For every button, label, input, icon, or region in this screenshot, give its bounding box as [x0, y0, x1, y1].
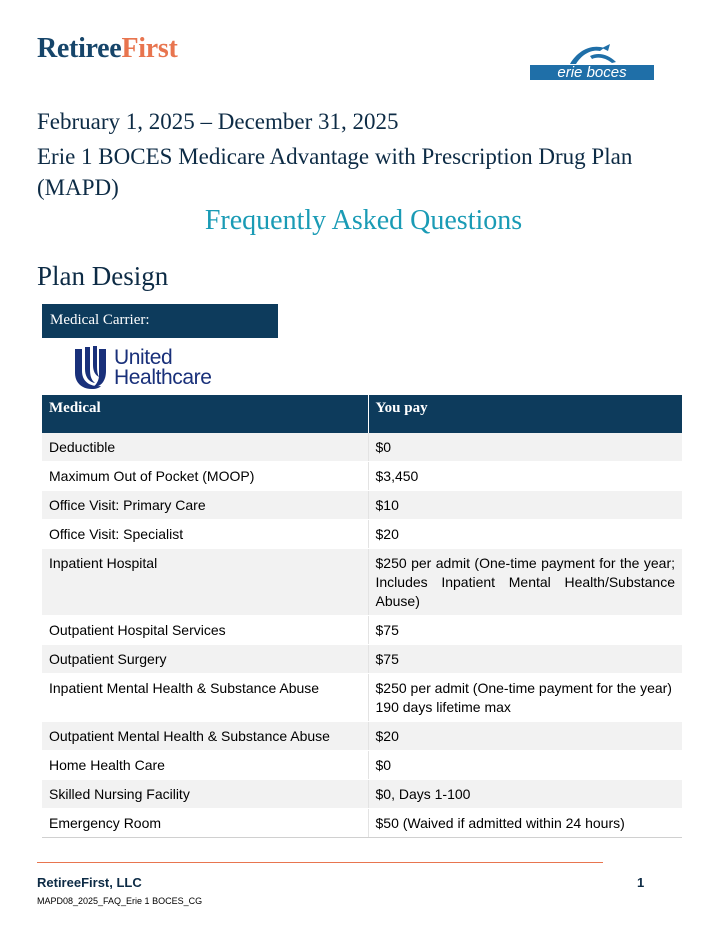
benefit-label: Skilled Nursing Facility	[42, 780, 368, 809]
logo-text-retiree: Retiree	[37, 33, 122, 64]
table-row	[42, 674, 682, 722]
benefit-label: Outpatient Surgery	[42, 645, 368, 674]
benefit-cost: $20	[368, 722, 682, 751]
benefit-cost: $10	[368, 491, 682, 520]
uhc-logo-text	[114, 348, 212, 388]
table-header-row	[42, 395, 682, 433]
benefit-cost: $75	[368, 616, 682, 645]
logo-text-first: First	[121, 33, 178, 64]
erie-boces-logo-graphic	[530, 42, 654, 82]
table-row	[42, 751, 682, 780]
section-title: Plan Design	[37, 261, 169, 291]
benefit-cost-line1: $250 per admit (One-time payment for the year)	[375, 680, 672, 696]
benefit-cost: $50 (Waived if admitted within 24 hours)	[368, 809, 682, 838]
benefit-label: Maximum Out of Pocket (MOOP)	[42, 462, 368, 491]
benefit-label: Office Visit: Primary Care	[42, 491, 368, 520]
benefit-cost: $0, Days 1-100	[368, 780, 682, 809]
benefit-cost: $20	[368, 520, 682, 549]
faq-title: Frequently Asked Questions	[204, 205, 523, 236]
benefit-cost: $0	[368, 433, 682, 462]
benefit-label: Home Health Care	[42, 751, 368, 780]
uhc-logo-line1: United	[114, 346, 173, 369]
benefit-cost: $75	[368, 645, 682, 674]
table-row	[42, 809, 682, 838]
table-row	[42, 549, 682, 616]
page-number: 1	[637, 875, 645, 890]
header-you-pay: You pay	[368, 395, 682, 433]
table-row	[42, 645, 682, 674]
benefit-label: Outpatient Mental Health & Substance Abuse	[42, 722, 368, 751]
table-row	[42, 780, 682, 809]
benefit-label: Inpatient Mental Health & Substance Abuse	[42, 674, 368, 722]
table-row	[42, 722, 682, 751]
table-row	[42, 616, 682, 645]
plan-name: Erie 1 BOCES Medicare Advantage with Prescription Drug Plan (MAPD)	[37, 144, 633, 200]
benefit-cost	[368, 674, 682, 722]
benefit-label: Emergency Room	[42, 809, 368, 838]
benefit-label: Office Visit: Specialist	[42, 520, 368, 549]
header-medical: Medical	[42, 395, 368, 433]
uhc-u-icon	[72, 345, 112, 391]
benefit-label: Inpatient Hospital	[42, 549, 368, 616]
benefit-cost: $0	[368, 751, 682, 780]
table-row	[42, 462, 682, 491]
benefit-cost: $3,450	[368, 462, 682, 491]
footer-divider	[37, 862, 603, 863]
uhc-logo-line2: Healthcare	[114, 366, 212, 389]
benefit-cost-line2: 190 days lifetime max	[375, 699, 511, 715]
erie-boces-logo	[530, 42, 654, 82]
benefit-label: Deductible	[42, 433, 368, 462]
document-code: MAPD08_2025_FAQ_Erie 1 BOCES_CG	[37, 896, 203, 906]
retireefirst-logo	[37, 33, 177, 65]
date-range: February 1, 2025 – December 31, 2025	[37, 109, 399, 134]
carrier-header: Medical Carrier:	[42, 304, 278, 338]
benefit-cost: $250 per admit (One-time payment for the year; Includes Inpatient Mental Health/Substance Abuse)	[368, 549, 682, 616]
table-row	[42, 520, 682, 549]
medical-benefits-table	[42, 395, 682, 838]
table-row	[42, 491, 682, 520]
benefit-label: Outpatient Hospital Services	[42, 616, 368, 645]
footer-company: RetireeFirst, LLC	[37, 875, 142, 890]
table-row	[42, 433, 682, 462]
erie-boces-logo-text: erie boces	[557, 64, 627, 81]
